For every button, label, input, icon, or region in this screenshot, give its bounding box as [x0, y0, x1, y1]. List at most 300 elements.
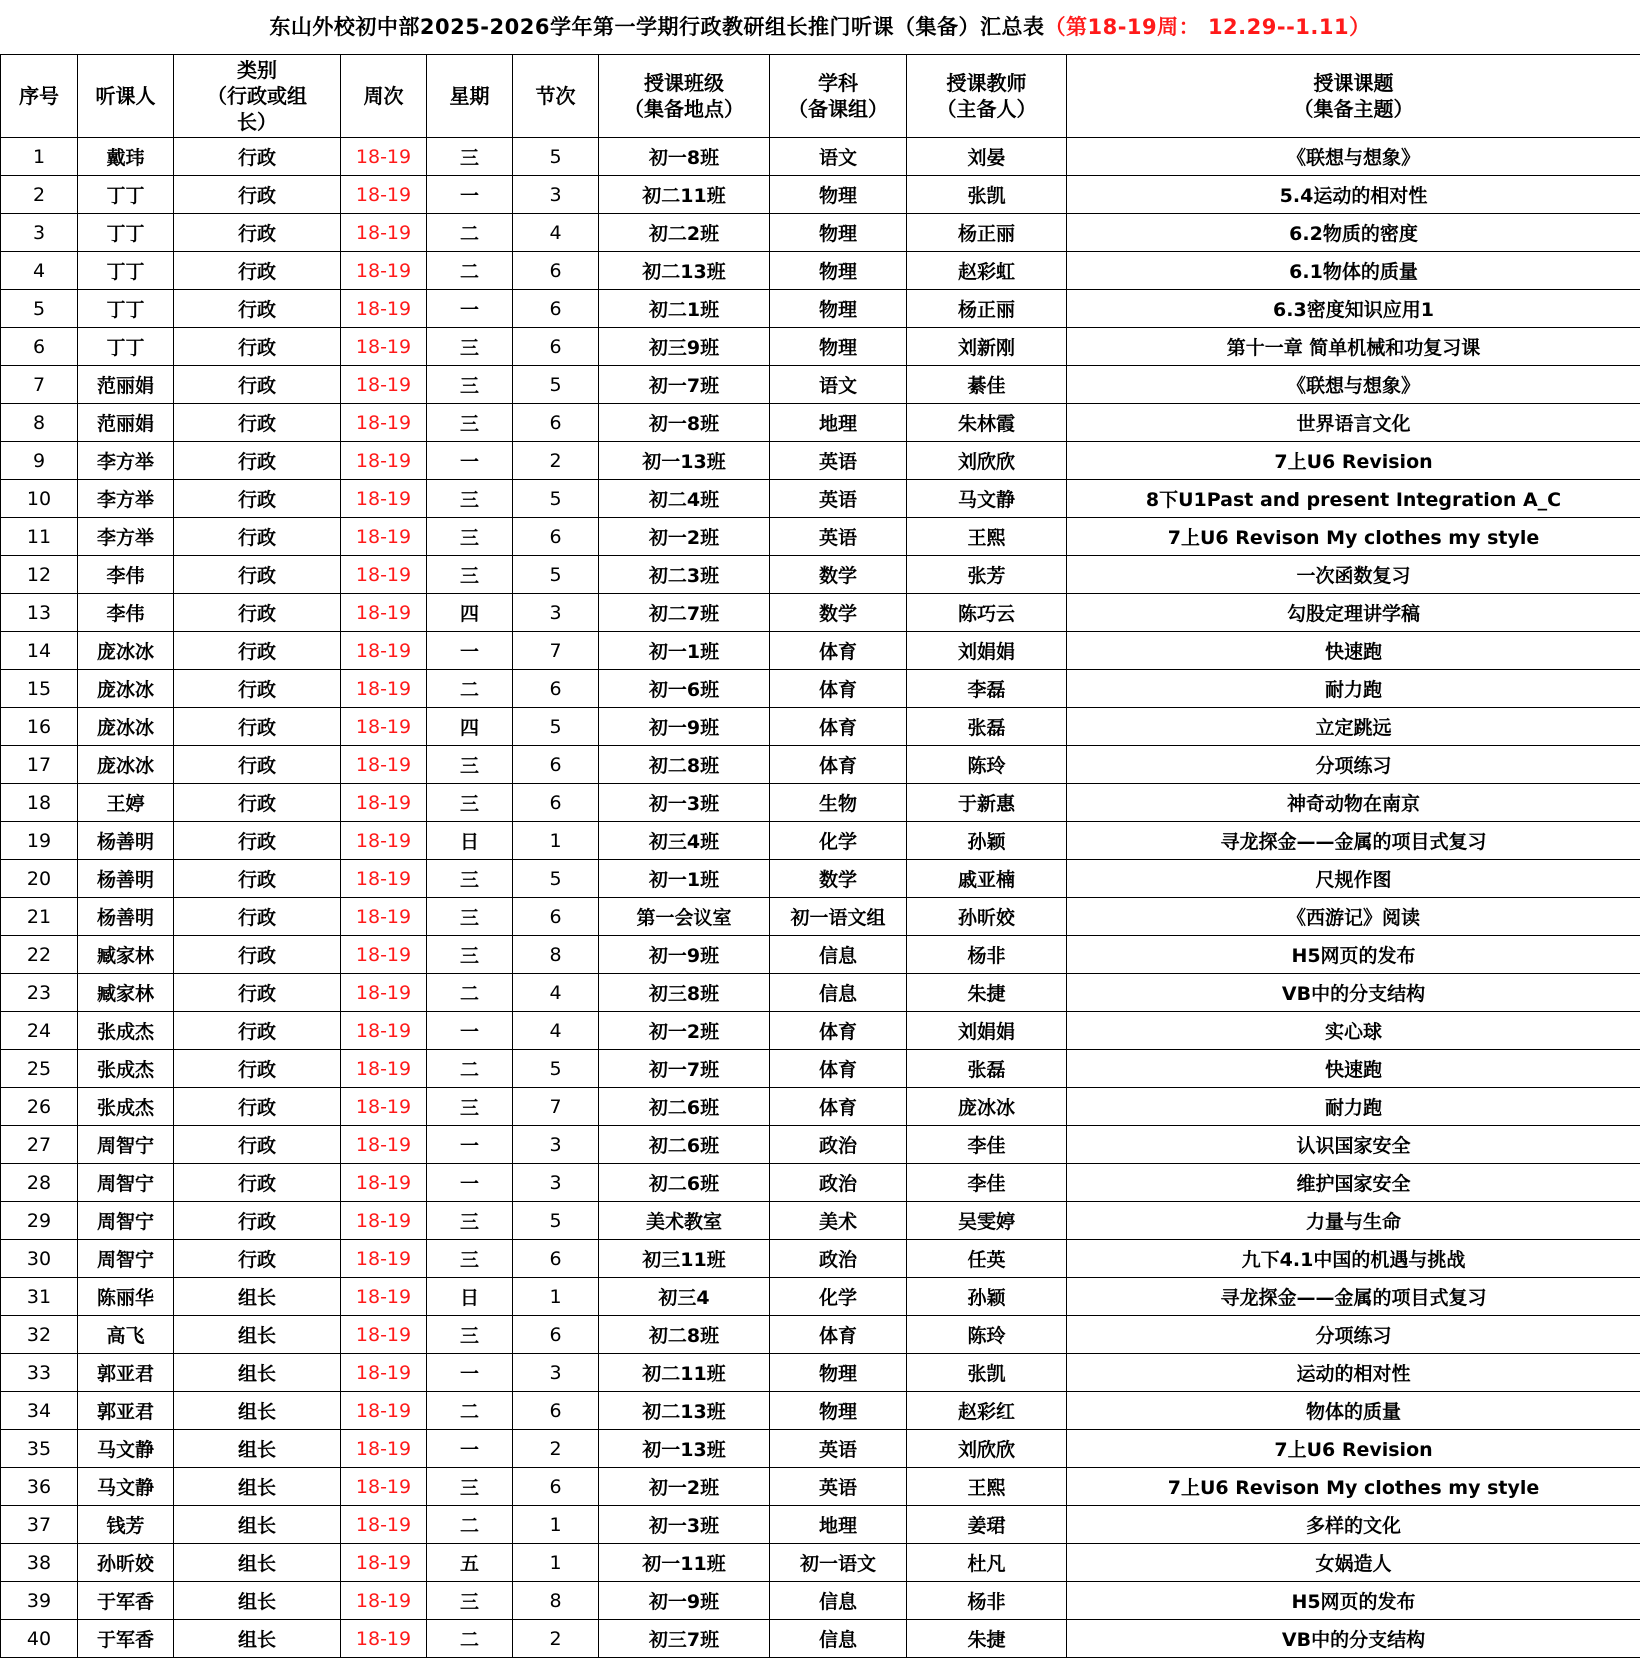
- subject-cell: 数学: [770, 860, 907, 898]
- topic-cell: 力量与生命: [1067, 1202, 1640, 1240]
- teacher-cell: 庞冰冰: [907, 1088, 1067, 1126]
- seq-cell: 30: [1, 1240, 78, 1278]
- category-cell: 组长: [174, 1468, 341, 1506]
- table-row: [1, 442, 1640, 480]
- week-cell: 18-19: [341, 1544, 427, 1582]
- week-cell: 18-19: [341, 290, 427, 328]
- seq-cell: 16: [1, 708, 78, 746]
- class-cell: 美术教室: [599, 1202, 770, 1240]
- weekday-cell: 一: [427, 1354, 513, 1392]
- topic-cell: 运动的相对性: [1067, 1354, 1640, 1392]
- subject-cell: 体育: [770, 746, 907, 784]
- topic-cell: 8下U1Past and present Integration A_C: [1067, 480, 1640, 518]
- class-cell: 初三11班: [599, 1240, 770, 1278]
- topic-cell: 神奇动物在南京: [1067, 784, 1640, 822]
- weekday-cell: 三: [427, 1202, 513, 1240]
- seq-cell: 35: [1, 1430, 78, 1468]
- teacher-cell: 杨非: [907, 1582, 1067, 1620]
- seq-cell: 5: [1, 290, 78, 328]
- week-cell: 18-19: [341, 974, 427, 1012]
- header-period-line: 节次: [535, 84, 576, 108]
- header-topic: [1067, 55, 1640, 138]
- table-row: [1, 1088, 1640, 1126]
- header-category-line: 长）: [237, 110, 277, 134]
- seq-cell: 26: [1, 1088, 78, 1126]
- weekday-cell: 日: [427, 1278, 513, 1316]
- table-row: [1, 708, 1640, 746]
- class-cell: 初二6班: [599, 1164, 770, 1202]
- header-weekday-line: 星期: [449, 84, 490, 108]
- header-teacher: [907, 55, 1067, 138]
- weekday-cell: 三: [427, 784, 513, 822]
- period-cell: 6: [513, 1468, 599, 1506]
- header-week-line: 周次: [363, 84, 404, 108]
- class-cell: 初二8班: [599, 1316, 770, 1354]
- class-cell: 初一2班: [599, 1012, 770, 1050]
- table-row: [1, 746, 1640, 784]
- category-cell: 行政: [174, 1050, 341, 1088]
- week-cell: 18-19: [341, 936, 427, 974]
- header-category: [174, 55, 341, 138]
- subject-cell: 数学: [770, 594, 907, 632]
- teacher-cell: 朱林霞: [907, 404, 1067, 442]
- lesson-table: [0, 54, 1640, 1658]
- header-category-line: 类别: [237, 58, 277, 82]
- weekday-cell: 三: [427, 1468, 513, 1506]
- subject-cell: 英语: [770, 518, 907, 556]
- header-period: [513, 55, 599, 138]
- period-cell: 6: [513, 784, 599, 822]
- teacher-cell: 张芳: [907, 556, 1067, 594]
- topic-cell: 快速跑: [1067, 1050, 1640, 1088]
- teacher-cell: 张磊: [907, 708, 1067, 746]
- table-row: [1, 594, 1640, 632]
- title-week-range: （第18-19周： 12.29--1.11）: [1044, 15, 1371, 39]
- seq-cell: 15: [1, 670, 78, 708]
- category-cell: 行政: [174, 936, 341, 974]
- category-cell: 组长: [174, 1354, 341, 1392]
- teacher-cell: 刘欣欣: [907, 1430, 1067, 1468]
- topic-cell: 7上U6 Revision: [1067, 1430, 1640, 1468]
- teacher-cell: 刘欣欣: [907, 442, 1067, 480]
- table-row: [1, 290, 1640, 328]
- topic-cell: 《联想与想象》: [1067, 366, 1640, 404]
- table-row: [1, 1468, 1640, 1506]
- period-cell: 6: [513, 1392, 599, 1430]
- weekday-cell: 二: [427, 974, 513, 1012]
- week-cell: 18-19: [341, 518, 427, 556]
- header-class: [599, 55, 770, 138]
- subject-cell: 信息: [770, 974, 907, 1012]
- seq-cell: 14: [1, 632, 78, 670]
- teacher-cell: 朱捷: [907, 974, 1067, 1012]
- weekday-cell: 三: [427, 1088, 513, 1126]
- teacher-cell: 吴雯婷: [907, 1202, 1067, 1240]
- week-cell: 18-19: [341, 442, 427, 480]
- observer-cell: 陈丽华: [78, 1278, 174, 1316]
- table-row: [1, 1354, 1640, 1392]
- weekday-cell: 二: [427, 670, 513, 708]
- category-cell: 行政: [174, 822, 341, 860]
- class-cell: 初一2班: [599, 518, 770, 556]
- subject-cell: 数学: [770, 556, 907, 594]
- period-cell: 5: [513, 1050, 599, 1088]
- teacher-cell: 王熙: [907, 518, 1067, 556]
- subject-cell: 体育: [770, 670, 907, 708]
- teacher-cell: 孙颖: [907, 1278, 1067, 1316]
- period-cell: 5: [513, 366, 599, 404]
- category-cell: 行政: [174, 138, 341, 176]
- week-cell: 18-19: [341, 860, 427, 898]
- category-cell: 组长: [174, 1506, 341, 1544]
- period-cell: 6: [513, 328, 599, 366]
- subject-cell: 英语: [770, 1430, 907, 1468]
- class-cell: 第一会议室: [599, 898, 770, 936]
- weekday-cell: 三: [427, 860, 513, 898]
- period-cell: 3: [513, 176, 599, 214]
- header-row: [1, 55, 1640, 138]
- period-cell: 1: [513, 1278, 599, 1316]
- subject-cell: 物理: [770, 1354, 907, 1392]
- weekday-cell: 四: [427, 708, 513, 746]
- subject-cell: 物理: [770, 1392, 907, 1430]
- topic-cell: 5.4运动的相对性: [1067, 176, 1640, 214]
- period-cell: 6: [513, 746, 599, 784]
- observer-cell: 李方举: [78, 518, 174, 556]
- period-cell: 6: [513, 670, 599, 708]
- period-cell: 4: [513, 1012, 599, 1050]
- topic-cell: 女娲造人: [1067, 1544, 1640, 1582]
- observer-cell: 于军香: [78, 1620, 174, 1658]
- topic-cell: 多样的文化: [1067, 1506, 1640, 1544]
- category-cell: 行政: [174, 746, 341, 784]
- header-class-line: 授课班级: [644, 71, 724, 95]
- category-cell: 行政: [174, 480, 341, 518]
- topic-cell: 实心球: [1067, 1012, 1640, 1050]
- topic-cell: 九下4.1中国的机遇与挑战: [1067, 1240, 1640, 1278]
- subject-cell: 信息: [770, 936, 907, 974]
- title-main: 东山外校初中部2025-2026学年第一学期行政教研组长推门听课（集备）汇总表: [269, 15, 1045, 39]
- table-row: [1, 784, 1640, 822]
- week-cell: 18-19: [341, 1582, 427, 1620]
- topic-cell: 世界语言文化: [1067, 404, 1640, 442]
- class-cell: 初一13班: [599, 1430, 770, 1468]
- table-row: [1, 1012, 1640, 1050]
- period-cell: 5: [513, 1202, 599, 1240]
- seq-cell: 13: [1, 594, 78, 632]
- class-cell: 初二1班: [599, 290, 770, 328]
- week-cell: 18-19: [341, 594, 427, 632]
- table-row: [1, 1544, 1640, 1582]
- teacher-cell: 綦佳: [907, 366, 1067, 404]
- period-cell: 3: [513, 1126, 599, 1164]
- period-cell: 1: [513, 1544, 599, 1582]
- category-cell: 行政: [174, 214, 341, 252]
- class-cell: 初一7班: [599, 366, 770, 404]
- observer-cell: 戴玮: [78, 138, 174, 176]
- subject-cell: 物理: [770, 214, 907, 252]
- seq-cell: 27: [1, 1126, 78, 1164]
- sheet-title: [0, 0, 1640, 54]
- subject-cell: 地理: [770, 1506, 907, 1544]
- table-row: [1, 1164, 1640, 1202]
- class-cell: 初三9班: [599, 328, 770, 366]
- seq-cell: 39: [1, 1582, 78, 1620]
- observer-cell: 张成杰: [78, 1050, 174, 1088]
- teacher-cell: 孙颖: [907, 822, 1067, 860]
- category-cell: 组长: [174, 1316, 341, 1354]
- table-row: [1, 138, 1640, 176]
- class-cell: 初三4班: [599, 822, 770, 860]
- period-cell: 8: [513, 1582, 599, 1620]
- table-row: [1, 518, 1640, 556]
- table-row: [1, 1126, 1640, 1164]
- teacher-cell: 马文静: [907, 480, 1067, 518]
- header-weekday: [427, 55, 513, 138]
- topic-cell: 尺规作图: [1067, 860, 1640, 898]
- observer-cell: 王婷: [78, 784, 174, 822]
- week-cell: 18-19: [341, 1506, 427, 1544]
- topic-cell: 耐力跑: [1067, 1088, 1640, 1126]
- seq-cell: 17: [1, 746, 78, 784]
- subject-cell: 体育: [770, 1088, 907, 1126]
- week-cell: 18-19: [341, 480, 427, 518]
- header-observer-line: 听课人: [95, 84, 156, 108]
- week-cell: 18-19: [341, 1126, 427, 1164]
- class-cell: 初一7班: [599, 1050, 770, 1088]
- seq-cell: 32: [1, 1316, 78, 1354]
- category-cell: 行政: [174, 632, 341, 670]
- table-row: [1, 1430, 1640, 1468]
- weekday-cell: 五: [427, 1544, 513, 1582]
- subject-cell: 语文: [770, 366, 907, 404]
- subject-cell: 体育: [770, 1050, 907, 1088]
- table-row: [1, 898, 1640, 936]
- category-cell: 行政: [174, 366, 341, 404]
- seq-cell: 23: [1, 974, 78, 1012]
- observer-cell: 丁丁: [78, 290, 174, 328]
- seq-cell: 20: [1, 860, 78, 898]
- seq-cell: 38: [1, 1544, 78, 1582]
- class-cell: 初一6班: [599, 670, 770, 708]
- category-cell: 行政: [174, 974, 341, 1012]
- seq-cell: 33: [1, 1354, 78, 1392]
- week-cell: 18-19: [341, 214, 427, 252]
- table-row: [1, 252, 1640, 290]
- subject-cell: 体育: [770, 632, 907, 670]
- category-cell: 行政: [174, 1164, 341, 1202]
- period-cell: 6: [513, 898, 599, 936]
- period-cell: 5: [513, 708, 599, 746]
- period-cell: 3: [513, 594, 599, 632]
- table-row: [1, 822, 1640, 860]
- category-cell: 行政: [174, 898, 341, 936]
- class-cell: 初二2班: [599, 214, 770, 252]
- week-cell: 18-19: [341, 1202, 427, 1240]
- class-cell: 初一13班: [599, 442, 770, 480]
- category-cell: 行政: [174, 176, 341, 214]
- seq-cell: 28: [1, 1164, 78, 1202]
- header-teacher-line: 授课教师: [946, 71, 1027, 95]
- table-row: [1, 328, 1640, 366]
- header-seq: [1, 55, 78, 138]
- week-cell: 18-19: [341, 1354, 427, 1392]
- observer-cell: 丁丁: [78, 176, 174, 214]
- subject-cell: 体育: [770, 1012, 907, 1050]
- teacher-cell: 杨正丽: [907, 214, 1067, 252]
- week-cell: 18-19: [341, 1468, 427, 1506]
- seq-cell: 29: [1, 1202, 78, 1240]
- week-cell: 18-19: [341, 1050, 427, 1088]
- class-cell: 初一8班: [599, 138, 770, 176]
- class-cell: 初二13班: [599, 1392, 770, 1430]
- week-cell: 18-19: [341, 1620, 427, 1658]
- weekday-cell: 三: [427, 746, 513, 784]
- subject-cell: 信息: [770, 1620, 907, 1658]
- weekday-cell: 一: [427, 1126, 513, 1164]
- category-cell: 行政: [174, 860, 341, 898]
- class-cell: 初二3班: [599, 556, 770, 594]
- weekday-cell: 三: [427, 404, 513, 442]
- week-cell: 18-19: [341, 556, 427, 594]
- teacher-cell: 刘娟娟: [907, 1012, 1067, 1050]
- seq-cell: 1: [1, 138, 78, 176]
- seq-cell: 7: [1, 366, 78, 404]
- seq-cell: 18: [1, 784, 78, 822]
- class-cell: 初一8班: [599, 404, 770, 442]
- observer-cell: 周智宁: [78, 1240, 174, 1278]
- category-cell: 行政: [174, 708, 341, 746]
- category-cell: 行政: [174, 328, 341, 366]
- category-cell: 行政: [174, 1240, 341, 1278]
- topic-cell: 认识国家安全: [1067, 1126, 1640, 1164]
- weekday-cell: 三: [427, 1316, 513, 1354]
- category-cell: 行政: [174, 1088, 341, 1126]
- category-cell: 行政: [174, 594, 341, 632]
- table-row: [1, 1392, 1640, 1430]
- weekday-cell: 三: [427, 1582, 513, 1620]
- period-cell: 4: [513, 214, 599, 252]
- table-row: [1, 404, 1640, 442]
- observer-cell: 臧家林: [78, 974, 174, 1012]
- week-cell: 18-19: [341, 746, 427, 784]
- topic-cell: 寻龙探金——金属的项目式复习: [1067, 822, 1640, 860]
- week-cell: 18-19: [341, 1240, 427, 1278]
- table-row: [1, 480, 1640, 518]
- class-cell: 初三4: [599, 1278, 770, 1316]
- topic-cell: 6.2物质的密度: [1067, 214, 1640, 252]
- week-cell: 18-19: [341, 822, 427, 860]
- period-cell: 1: [513, 822, 599, 860]
- table-row: [1, 1240, 1640, 1278]
- observer-cell: 杨善明: [78, 860, 174, 898]
- subject-cell: 生物: [770, 784, 907, 822]
- topic-cell: 勾股定理讲学稿: [1067, 594, 1640, 632]
- class-cell: 初二11班: [599, 1354, 770, 1392]
- seq-cell: 2: [1, 176, 78, 214]
- category-cell: 组长: [174, 1430, 341, 1468]
- period-cell: 8: [513, 936, 599, 974]
- subject-cell: 美术: [770, 1202, 907, 1240]
- subject-cell: 英语: [770, 442, 907, 480]
- observer-cell: 马文静: [78, 1468, 174, 1506]
- period-cell: 6: [513, 518, 599, 556]
- teacher-cell: 李磊: [907, 670, 1067, 708]
- seq-cell: 24: [1, 1012, 78, 1050]
- table-row: [1, 1316, 1640, 1354]
- week-cell: 18-19: [341, 328, 427, 366]
- seq-cell: 11: [1, 518, 78, 556]
- observer-cell: 李伟: [78, 594, 174, 632]
- subject-cell: 英语: [770, 1468, 907, 1506]
- teacher-cell: 张凯: [907, 1354, 1067, 1392]
- teacher-cell: 杜凡: [907, 1544, 1067, 1582]
- topic-cell: VB中的分支结构: [1067, 1620, 1640, 1658]
- teacher-cell: 陈玲: [907, 1316, 1067, 1354]
- class-cell: 初二6班: [599, 1088, 770, 1126]
- week-cell: 18-19: [341, 1278, 427, 1316]
- weekday-cell: 日: [427, 822, 513, 860]
- teacher-cell: 任英: [907, 1240, 1067, 1278]
- observer-cell: 范丽娟: [78, 404, 174, 442]
- seq-cell: 12: [1, 556, 78, 594]
- seq-cell: 6: [1, 328, 78, 366]
- category-cell: 行政: [174, 1126, 341, 1164]
- topic-cell: 物体的质量: [1067, 1392, 1640, 1430]
- class-cell: 初一2班: [599, 1468, 770, 1506]
- class-cell: 初一9班: [599, 1582, 770, 1620]
- observer-cell: 范丽娟: [78, 366, 174, 404]
- observer-cell: 杨善明: [78, 822, 174, 860]
- weekday-cell: 一: [427, 1164, 513, 1202]
- topic-cell: 7上U6 Revision: [1067, 442, 1640, 480]
- class-cell: 初一1班: [599, 860, 770, 898]
- weekday-cell: 一: [427, 176, 513, 214]
- topic-cell: 7上U6 Revison My clothes my style: [1067, 518, 1640, 556]
- subject-cell: 初一语文组: [770, 898, 907, 936]
- seq-cell: 9: [1, 442, 78, 480]
- teacher-cell: 刘新刚: [907, 328, 1067, 366]
- class-cell: 初二6班: [599, 1126, 770, 1164]
- teacher-cell: 陈玲: [907, 746, 1067, 784]
- teacher-cell: 于新惠: [907, 784, 1067, 822]
- category-cell: 组长: [174, 1278, 341, 1316]
- weekday-cell: 二: [427, 1620, 513, 1658]
- category-cell: 行政: [174, 1012, 341, 1050]
- weekday-cell: 三: [427, 480, 513, 518]
- teacher-cell: 孙昕姣: [907, 898, 1067, 936]
- teacher-cell: 姜珺: [907, 1506, 1067, 1544]
- topic-cell: 6.1物体的质量: [1067, 252, 1640, 290]
- header-seq-line: 序号: [19, 84, 59, 108]
- table-row: [1, 1050, 1640, 1088]
- period-cell: 2: [513, 1430, 599, 1468]
- class-cell: 初一1班: [599, 632, 770, 670]
- topic-cell: 7上U6 Revison My clothes my style: [1067, 1468, 1640, 1506]
- category-cell: 行政: [174, 290, 341, 328]
- class-cell: 初三8班: [599, 974, 770, 1012]
- class-cell: 初二11班: [599, 176, 770, 214]
- weekday-cell: 四: [427, 594, 513, 632]
- teacher-cell: 赵彩虹: [907, 252, 1067, 290]
- observer-cell: 周智宁: [78, 1164, 174, 1202]
- observer-cell: 孙昕姣: [78, 1544, 174, 1582]
- period-cell: 5: [513, 860, 599, 898]
- topic-cell: 维护国家安全: [1067, 1164, 1640, 1202]
- observer-cell: 丁丁: [78, 328, 174, 366]
- observer-cell: 张成杰: [78, 1012, 174, 1050]
- week-cell: 18-19: [341, 138, 427, 176]
